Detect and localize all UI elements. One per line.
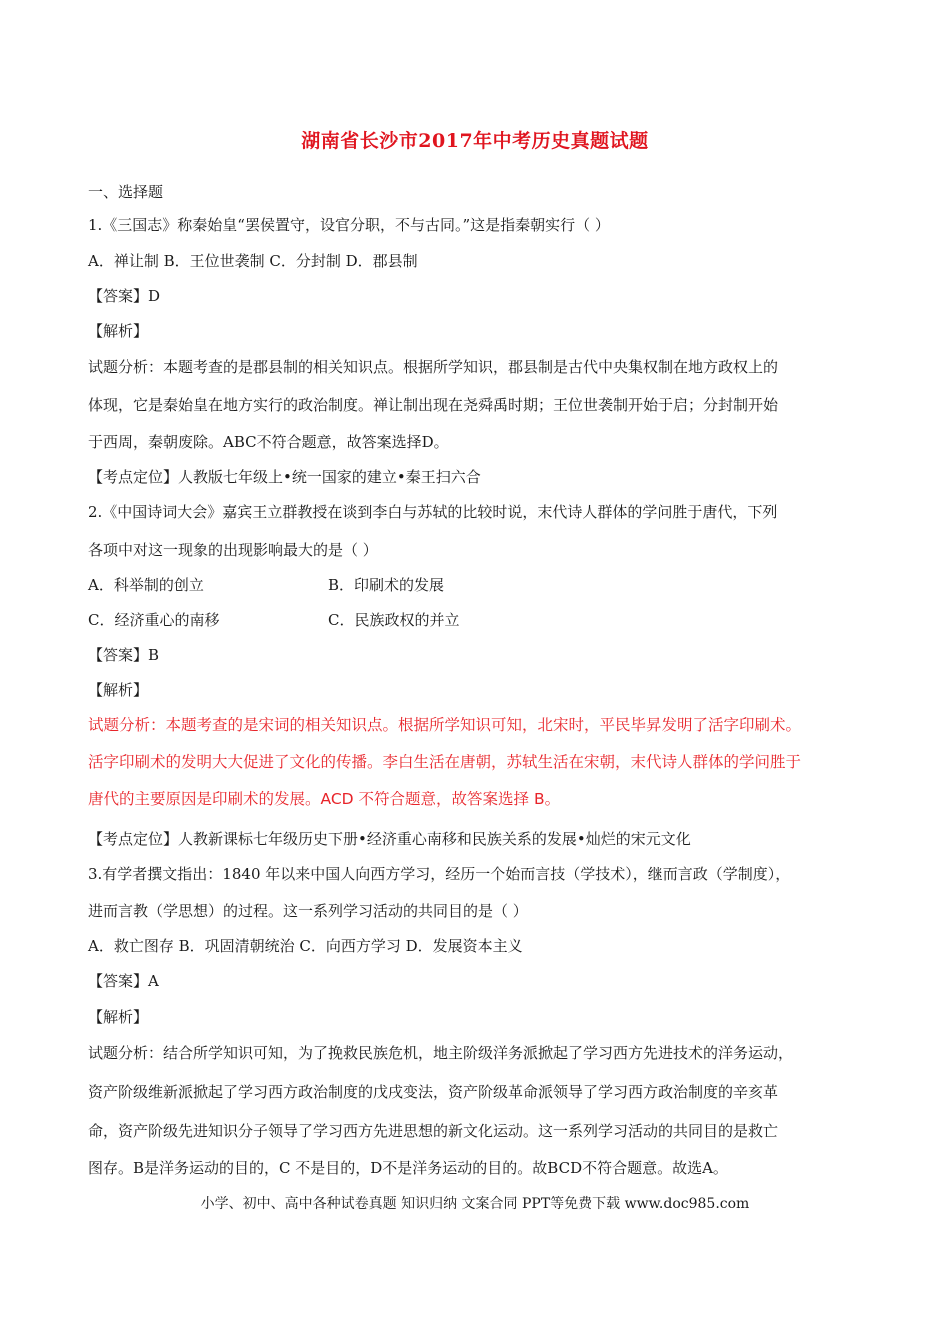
q3-answer: 【答案】A [88, 972, 159, 990]
q3-analysis-label: 【解析】 [88, 1008, 149, 1026]
q3-analysis-line-1: 试题分析：结合所学知识可知，为了挽救民族危机，地主阶级洋务派掀起了学习西方先进技术的洋务运动， [88, 1044, 794, 1062]
q1-stem: 1.《三国志》称秦始皇“罢侯置守，设官分职，不与古同。”这是指秦朝实行（ ） [88, 216, 610, 234]
q3-analysis-line-3: 命，资产阶级先进知识分子领导了学习西方先进思想的新文化运动。这一系列学习活动的共同目的是救亡 [88, 1122, 779, 1140]
q2-option-a: A．科举制的创立 [88, 576, 204, 594]
q1-analysis-line-2: 体现，它是秦始皇在地方实行的政治制度。禅让制出现在尧舜禹时期；王位世袭制开始于启；分封制开始 [88, 396, 779, 414]
q2-option-b: B．印刷术的发展 [328, 576, 445, 594]
q2-analysis-line-1: 试题分析：本题考查的是宋词的相关知识点。根据所学知识可知，北宋时，平民毕昇发明了活字印刷术。 [88, 716, 802, 734]
q2-analysis-line-2: 活字印刷术的发明大大促进了文化的传播。李白生活在唐朝，苏轼生活在宋朝，末代诗人群体的学问胜于 [88, 753, 802, 771]
q1-options: A．禅让制 B．王位世袭制 C．分封制 D．郡县制 [88, 252, 418, 270]
section-heading: 一、选择题 [88, 183, 164, 201]
q1-analysis-line-3: 于西周，秦朝废除。ABC不符合题意，故答案选择D。 [88, 433, 449, 451]
page-title: 湖南省长沙市2017年中考历史真题试题 [301, 130, 649, 152]
q3-analysis-line-2: 资产阶级维新派掀起了学习西方政治制度的戊戌变法，资产阶级革命派领导了学习西方政治制度的辛亥革 [88, 1083, 779, 1101]
q3-stem-line-1: 3.有学者撰文指出：1840 年以来中国人向西方学习，经历一个始而言技（学技术），继而言政（学制度）， [88, 865, 791, 883]
q2-option-c: C．经济重心的南移 [88, 611, 220, 629]
q2-stem-line-1: 2.《中国诗词大会》嘉宾王立群教授在谈到李白与苏轼的比较时说，末代诗人群体的学问胜于唐代，下列 [88, 503, 778, 521]
q2-point: 【考点定位】人教新课标七年级历史下册•经济重心南移和民族关系的发展•灿烂的宋元文化 [88, 830, 691, 848]
q2-stem-line-2: 各项中对这一现象的出现影响最大的是（ ） [88, 541, 378, 559]
q1-analysis-label: 【解析】 [88, 322, 149, 340]
q3-stem-line-2: 进而言教（学思想）的过程。这一系列学习活动的共同目的是（ ） [88, 902, 528, 920]
q1-answer: 【答案】D [88, 287, 161, 305]
q3-options: A．救亡图存 B．巩固清朝统治 C．向西方学习 D．发展资本主义 [88, 937, 523, 955]
q2-analysis-line-3: 唐代的主要原因是印刷术的发展。ACD 不符合题意，故答案选择 B。 [88, 790, 561, 808]
q2-answer: 【答案】B [88, 646, 160, 664]
page-footer: 小学、初中、高中各种试卷真题 知识归纳 文案合同 PPT等免费下载 www.doc985.com [200, 1196, 750, 1212]
q3-analysis-line-4: 图存。B是洋务运动的目的，C 不是目的，D不是洋务运动的目的。故BCD不符合题意。故选A。 [88, 1159, 728, 1177]
q1-analysis-line-1: 试题分析：本题考查的是郡县制的相关知识点。根据所学知识，郡县制是古代中央集权制在地方政权上的 [88, 358, 779, 376]
q1-point: 【考点定位】人教版七年级上•统一国家的建立•秦王扫六合 [88, 468, 481, 486]
q2-option-d: C．民族政权的并立 [328, 611, 460, 629]
q2-analysis-label: 【解析】 [88, 681, 149, 699]
